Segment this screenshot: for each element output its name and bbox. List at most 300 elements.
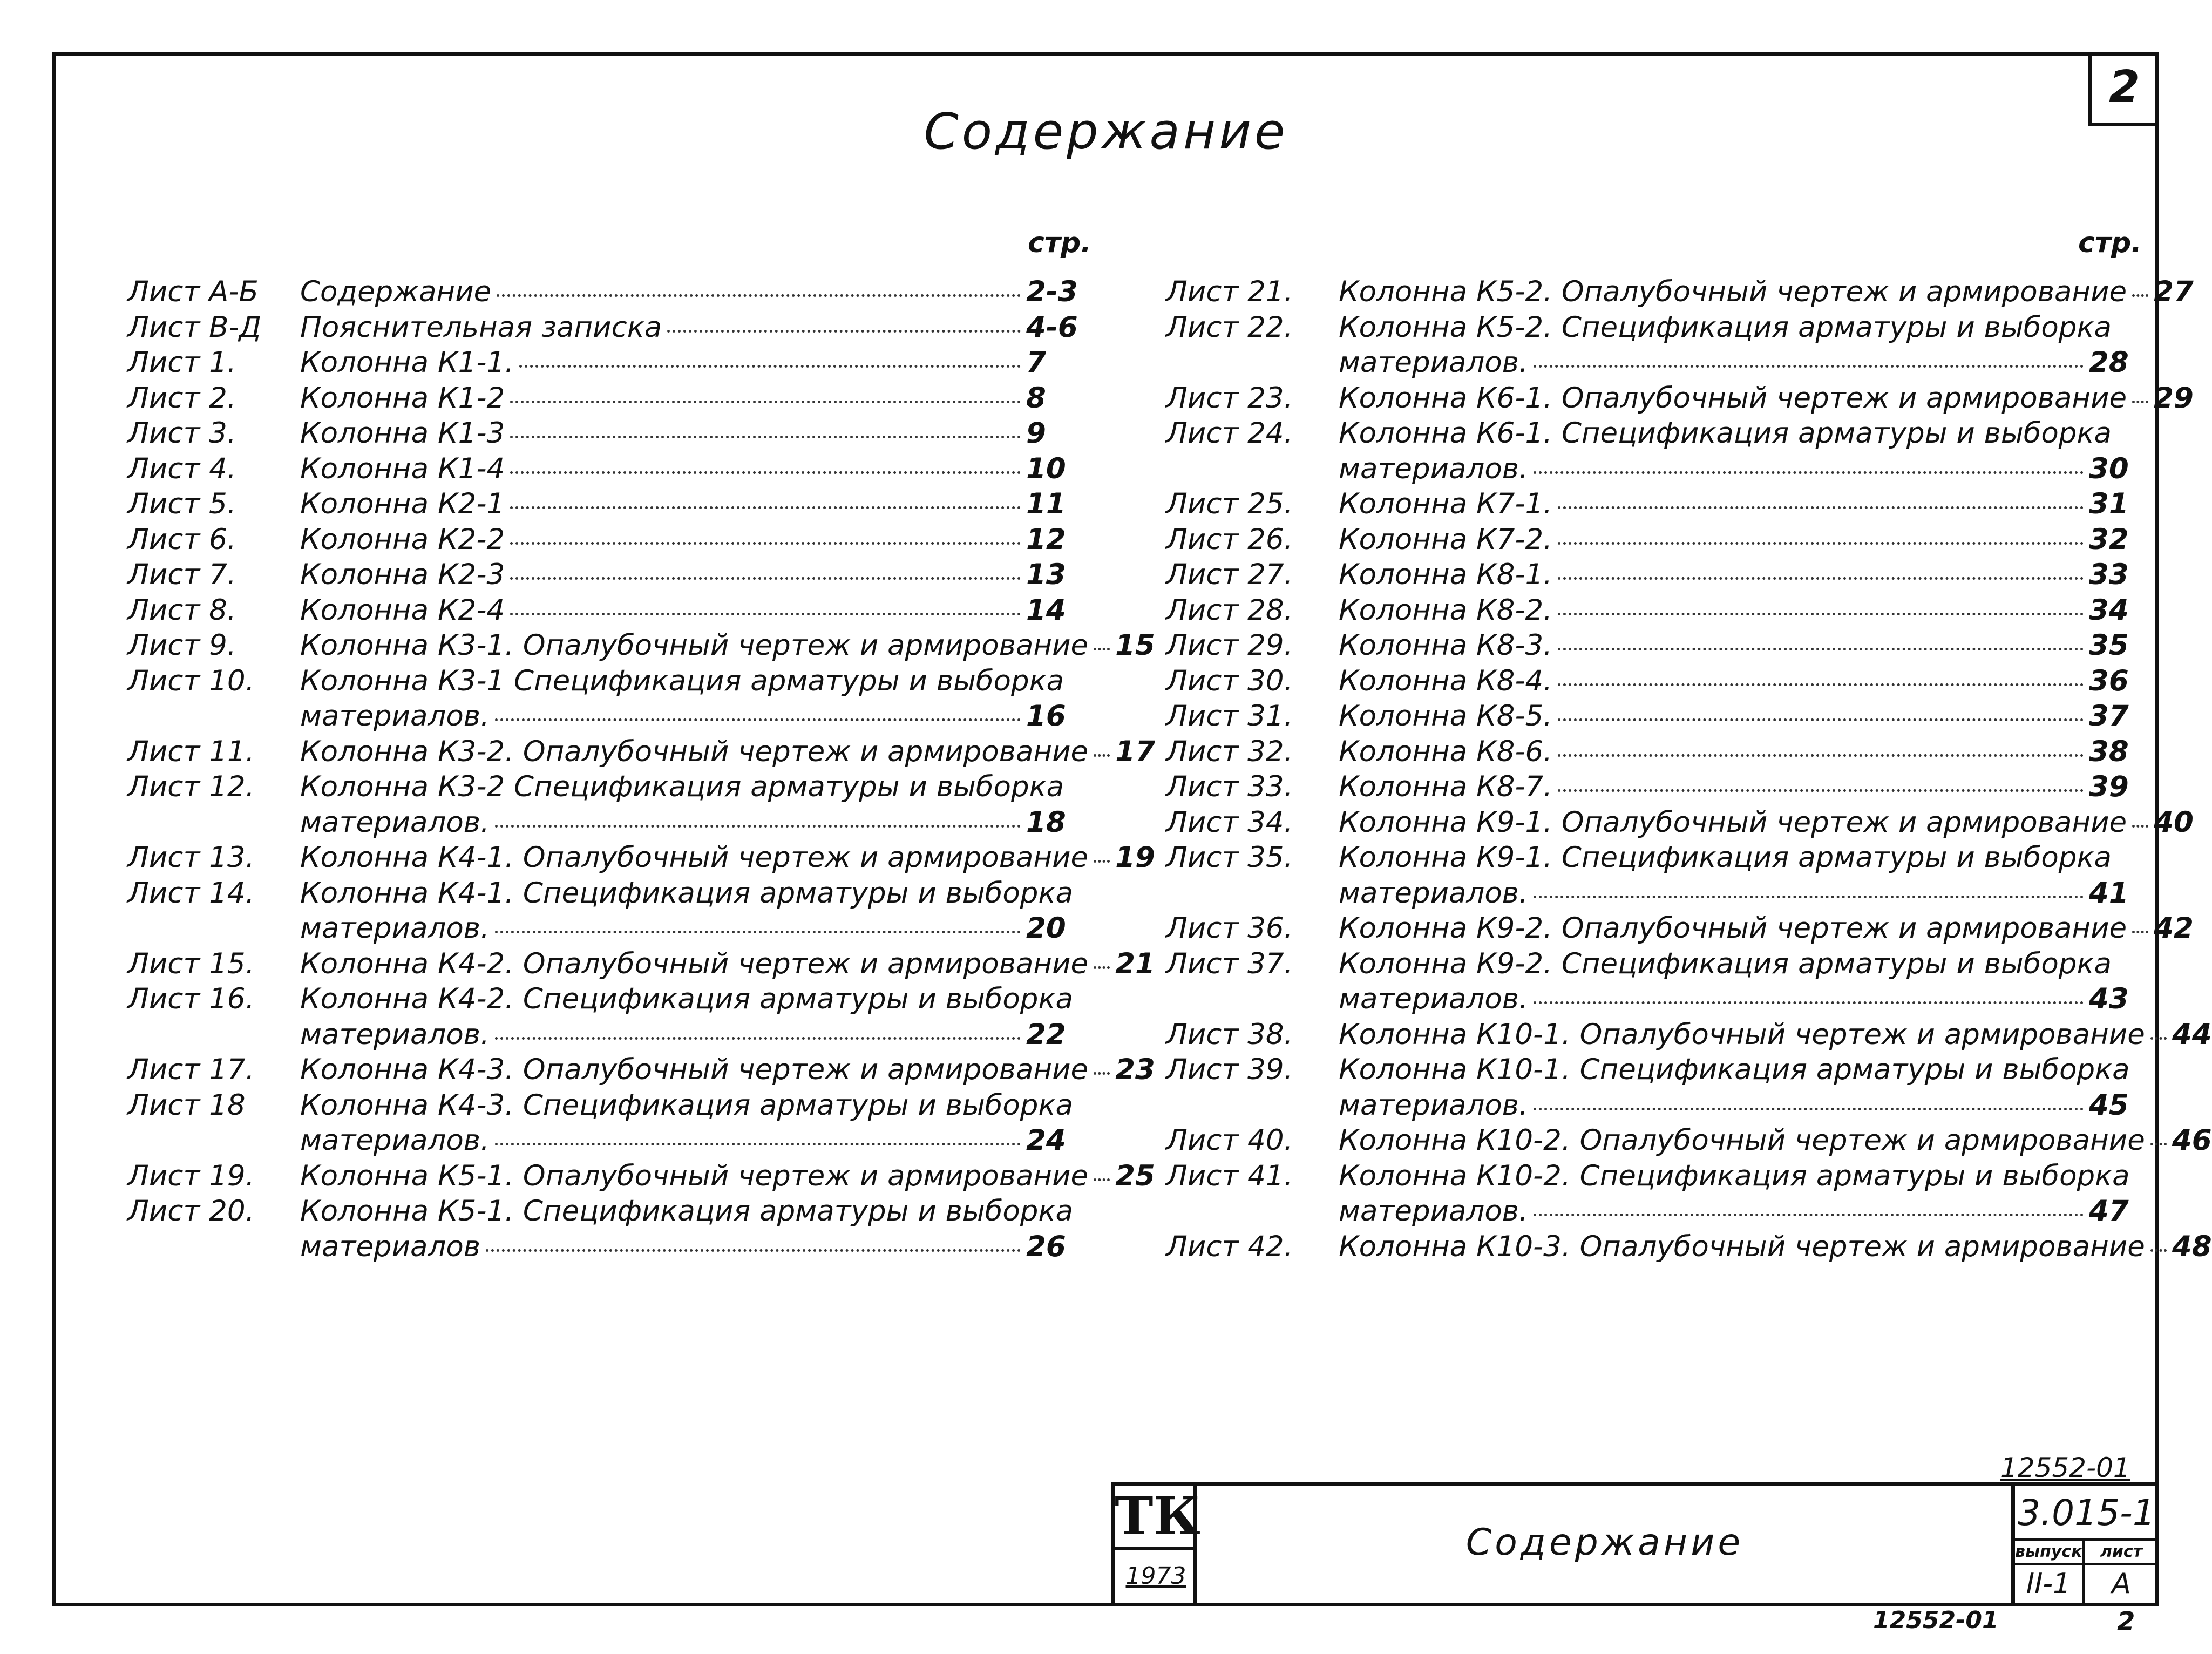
toc-title: Пояснительная записка bbox=[300, 310, 662, 344]
toc-title: Колонна К6-1. Опалубочный чертеж и армирование bbox=[1339, 381, 2127, 415]
toc-sheet-label: Лист 10. bbox=[127, 664, 255, 697]
toc-title: Колонна К8-4. bbox=[1339, 664, 1553, 697]
toc-page-number: 32 bbox=[2089, 523, 2129, 556]
toc-line bbox=[1339, 699, 2132, 734]
dot-leader bbox=[1094, 860, 1110, 863]
archive-sheet-number: 2 bbox=[2117, 1606, 2135, 1637]
dot-leader bbox=[1094, 966, 1110, 969]
sheet-label: лист bbox=[2085, 1541, 2158, 1565]
toc-title: Колонна К8-6. bbox=[1339, 735, 1553, 768]
toc-line bbox=[300, 1052, 1155, 1088]
toc-title: Колонна К10-1. Спецификация арматуры и выборка bbox=[1339, 1053, 2130, 1086]
toc-title: Колонна К8-5. bbox=[1339, 700, 1553, 733]
toc-left-column bbox=[127, 274, 1155, 1264]
dot-leader bbox=[1534, 1214, 2084, 1216]
toc-line bbox=[1339, 1017, 2212, 1053]
toc-page-number: 40 bbox=[2154, 805, 2194, 839]
toc-sheet-label: Лист 16. bbox=[127, 982, 255, 1015]
toc-sheet-label: Лист 3. bbox=[127, 417, 236, 450]
dot-leader bbox=[2132, 825, 2148, 828]
dot-leader bbox=[519, 365, 1021, 368]
issue-label: выпуск bbox=[2015, 1541, 2082, 1565]
dot-leader bbox=[1534, 1001, 2084, 1004]
dot-leader bbox=[495, 931, 1021, 933]
toc-title: Колонна К3-1. Опалубочный чертеж и армирование bbox=[300, 629, 1089, 662]
toc-title: материалов. bbox=[300, 700, 490, 733]
toc-entry bbox=[1166, 486, 2132, 522]
toc-title: Колонна К1-3 bbox=[300, 417, 505, 450]
toc-entry-body bbox=[300, 522, 1069, 558]
toc-entry-body bbox=[300, 486, 1069, 522]
toc-sheet-label: Лист 27. bbox=[1166, 558, 1293, 591]
toc-title: материалов. bbox=[1339, 982, 1528, 1015]
toc-title: Колонна К9-1. Спецификация арматуры и выборка bbox=[1339, 841, 2112, 874]
toc-entry bbox=[127, 876, 1073, 946]
toc-entry-body bbox=[1339, 381, 2194, 416]
toc-line bbox=[1339, 1088, 2132, 1123]
toc-title: материалов bbox=[300, 1230, 481, 1263]
toc-entry-body bbox=[300, 451, 1069, 487]
toc-title: материалов. bbox=[1339, 452, 1528, 485]
toc-title: Колонна К4-1. Опалубочный чертеж и армирование bbox=[300, 841, 1089, 874]
series-number: 3.015-1 bbox=[2011, 1486, 2158, 1541]
toc-page-number: 24 bbox=[1026, 1124, 1066, 1157]
toc-line bbox=[1339, 522, 2132, 558]
toc-sheet-label: Лист 24. bbox=[1166, 417, 1293, 450]
toc-line bbox=[300, 805, 1069, 840]
toc-line bbox=[1339, 946, 2132, 982]
toc-line bbox=[1339, 1194, 2132, 1229]
dot-leader bbox=[486, 1249, 1021, 1252]
toc-line bbox=[1339, 1123, 2212, 1158]
toc-sheet-label: Лист 18 bbox=[127, 1088, 246, 1122]
toc-page-number: 37 bbox=[2089, 700, 2129, 733]
toc-entry-body bbox=[1339, 557, 2132, 593]
toc-entry bbox=[1166, 734, 2132, 770]
archive-code-top: 12552-01 bbox=[2000, 1452, 2130, 1483]
toc-entry-body bbox=[1339, 840, 2132, 911]
toc-title: Колонна К7-2. bbox=[1339, 523, 1553, 556]
toc-title: Колонна К1-4 bbox=[300, 452, 505, 485]
toc-sheet-label: Лист 5. bbox=[127, 487, 236, 520]
toc-title: Колонна К8-1. bbox=[1339, 558, 1553, 591]
toc-title: Колонна К9-2. Спецификация арматуры и выборка bbox=[1339, 947, 2112, 980]
toc-line bbox=[1339, 663, 2132, 699]
toc-page-number: 15 bbox=[1115, 629, 1155, 662]
archive-code-bottom: 12552-01 bbox=[1873, 1606, 1999, 1634]
toc-sheet-label: Лист 36. bbox=[1166, 912, 1293, 945]
toc-entry bbox=[1166, 593, 2132, 628]
toc-page-number: 47 bbox=[2089, 1195, 2129, 1228]
toc-title: Колонна К4-3. Спецификация арматуры и выборка bbox=[300, 1088, 1073, 1122]
dot-leader bbox=[495, 718, 1021, 721]
toc-page-number: 9 bbox=[1026, 417, 1046, 450]
toc-line bbox=[1339, 1158, 2132, 1194]
toc-line bbox=[1339, 876, 2132, 911]
toc-entry bbox=[127, 1052, 1155, 1088]
toc-entry bbox=[127, 1158, 1155, 1194]
toc-sheet-label: Лист 2. bbox=[127, 381, 236, 415]
dot-leader bbox=[1534, 471, 2084, 474]
toc-title: Колонна К1-1. bbox=[300, 346, 514, 379]
toc-line bbox=[300, 1088, 1073, 1123]
toc-entry-body bbox=[1339, 734, 2132, 770]
toc-sheet-label: Лист 26. bbox=[1166, 523, 1293, 556]
toc-entry bbox=[1166, 946, 2132, 1017]
toc-page-number: 36 bbox=[2089, 664, 2129, 697]
toc-line bbox=[300, 593, 1069, 628]
toc-right-column bbox=[1166, 274, 2212, 1264]
toc-entry bbox=[127, 1194, 1073, 1264]
toc-entry-body bbox=[300, 981, 1073, 1052]
toc-sheet-label: Лист 38. bbox=[1166, 1018, 1293, 1051]
toc-sheet-label: Лист 39. bbox=[1166, 1053, 1293, 1086]
toc-line bbox=[1339, 557, 2132, 593]
toc-sheet-label: Лист 11. bbox=[127, 735, 255, 768]
toc-title: материалов. bbox=[1339, 1195, 1528, 1228]
toc-sheet-label: Лист 15. bbox=[127, 947, 255, 980]
toc-page-number: 22 bbox=[1026, 1018, 1066, 1051]
toc-line bbox=[300, 1123, 1069, 1158]
toc-entry bbox=[127, 451, 1069, 487]
toc-title: Колонна К5-2. Опалубочный чертеж и армирование bbox=[1339, 275, 2127, 308]
toc-line bbox=[300, 981, 1073, 1017]
toc-sheet-label: Лист 28. bbox=[1166, 593, 1293, 627]
toc-page-number: 13 bbox=[1026, 558, 1066, 591]
toc-entry-body bbox=[300, 593, 1069, 628]
toc-entry bbox=[127, 946, 1155, 982]
toc-line bbox=[300, 1194, 1073, 1229]
toc-line bbox=[300, 451, 1069, 487]
toc-page-number: 28 bbox=[2089, 346, 2129, 379]
toc-page-number: 17 bbox=[1115, 735, 1155, 768]
dot-leader bbox=[495, 1037, 1021, 1040]
toc-entry-body bbox=[1339, 769, 2132, 805]
toc-entry-body bbox=[1339, 1123, 2212, 1158]
toc-entry-body bbox=[300, 876, 1073, 946]
toc-sheet-label: Лист 32. bbox=[1166, 735, 1293, 768]
toc-entry-body bbox=[300, 769, 1069, 840]
toc-sheet-label: Лист 4. bbox=[127, 452, 236, 485]
toc-entry bbox=[127, 381, 1069, 416]
toc-page-number: 31 bbox=[2089, 487, 2129, 520]
toc-line bbox=[1339, 769, 2132, 805]
toc-sheet-label: Лист 29. bbox=[1166, 629, 1293, 662]
toc-sheet-label: Лист 7. bbox=[127, 558, 236, 591]
toc-page-number: 46 bbox=[2172, 1124, 2212, 1157]
toc-entry bbox=[127, 663, 1069, 734]
toc-entry-body bbox=[300, 840, 1155, 876]
toc-sheet-label: Лист 9. bbox=[127, 629, 236, 662]
toc-entry-body bbox=[1339, 946, 2132, 1017]
toc-entry-body bbox=[1339, 522, 2132, 558]
toc-title: Колонна К8-7. bbox=[1339, 770, 1553, 803]
dot-leader bbox=[1558, 542, 2084, 545]
toc-entry bbox=[127, 769, 1069, 840]
toc-title: Колонна К10-1. Опалубочный чертеж и армирование bbox=[1339, 1018, 2145, 1051]
toc-entry bbox=[1166, 1017, 2212, 1053]
toc-entry bbox=[1166, 840, 2132, 911]
toc-entry bbox=[1166, 274, 2194, 310]
toc-entry-body bbox=[1339, 1017, 2212, 1053]
toc-page-number: 29 bbox=[2154, 381, 2194, 415]
toc-entry-body bbox=[1339, 911, 2194, 946]
toc-line bbox=[300, 628, 1155, 663]
toc-line bbox=[1339, 805, 2194, 840]
toc-page-number: 7 bbox=[1026, 346, 1046, 379]
toc-entry bbox=[1166, 522, 2132, 558]
logo-year: 1973 bbox=[1125, 1562, 1186, 1590]
toc-entry-body bbox=[1339, 310, 2132, 381]
toc-entry-body bbox=[300, 416, 1069, 451]
toc-line bbox=[1339, 628, 2132, 663]
toc-line bbox=[300, 699, 1069, 734]
toc-title: Колонна К1-2 bbox=[300, 381, 505, 415]
toc-line bbox=[1339, 345, 2132, 381]
toc-entry-body bbox=[1339, 663, 2132, 699]
toc-page-number: 18 bbox=[1026, 805, 1066, 839]
toc-page-number: 44 bbox=[2172, 1018, 2212, 1051]
toc-sheet-label: Лист 35. bbox=[1166, 841, 1293, 874]
dot-leader bbox=[510, 506, 1021, 509]
toc-entry-body bbox=[300, 557, 1069, 593]
toc-entry bbox=[127, 522, 1069, 558]
dot-leader bbox=[510, 471, 1021, 474]
dot-leader bbox=[1094, 754, 1110, 757]
toc-entry-body bbox=[1339, 274, 2194, 310]
page-column-header-right: стр. bbox=[2078, 227, 2142, 259]
toc-entry bbox=[127, 557, 1069, 593]
toc-line bbox=[1339, 416, 2132, 451]
toc-line bbox=[300, 486, 1069, 522]
issue-cell bbox=[2011, 1541, 2085, 1606]
toc-line bbox=[1339, 451, 2132, 487]
toc-entry bbox=[1166, 1052, 2132, 1123]
toc-entry-body bbox=[300, 310, 1078, 345]
toc-entry-body bbox=[1339, 593, 2132, 628]
toc-entry-body bbox=[1339, 1158, 2132, 1229]
toc-line bbox=[300, 381, 1069, 416]
toc-entry bbox=[127, 734, 1155, 770]
toc-sheet-label: Лист А-Б bbox=[127, 275, 259, 308]
toc-sheet-label: Лист 13. bbox=[127, 841, 255, 874]
toc-entry bbox=[127, 345, 1069, 381]
toc-page-number: 23 bbox=[1115, 1053, 1155, 1086]
toc-entry bbox=[1166, 416, 2132, 486]
toc-entry-body bbox=[300, 663, 1069, 734]
toc-title: Колонна К5-1. Спецификация арматуры и выборка bbox=[300, 1195, 1073, 1228]
title-block-name: Содержание bbox=[1465, 1521, 1744, 1564]
toc-line bbox=[300, 876, 1073, 911]
toc-entry-body bbox=[300, 946, 1155, 982]
toc-line bbox=[300, 911, 1069, 946]
toc-line bbox=[1339, 911, 2194, 946]
toc-title: материалов. bbox=[1339, 876, 1528, 910]
toc-sheet-label: Лист 34. bbox=[1166, 805, 1293, 839]
toc-line bbox=[1339, 274, 2194, 310]
toc-title: Колонна К2-4 bbox=[300, 593, 505, 627]
toc-entry bbox=[1166, 663, 2132, 699]
dot-leader bbox=[497, 294, 1021, 297]
toc-line bbox=[1339, 1229, 2212, 1265]
logo-mark: ТК bbox=[1115, 1486, 1197, 1550]
toc-page-number: 16 bbox=[1026, 700, 1066, 733]
page-column-header-left: стр. bbox=[1028, 227, 1091, 259]
toc-page-number: 43 bbox=[2089, 982, 2129, 1015]
toc-sheet-label: Лист 21. bbox=[1166, 275, 1293, 308]
toc-page-number: 2-3 bbox=[1026, 275, 1078, 308]
toc-entry-body bbox=[300, 628, 1155, 663]
toc-sheet-label: Лист В-Д bbox=[127, 310, 262, 344]
toc-entry bbox=[1166, 1229, 2212, 1265]
dot-leader bbox=[2132, 294, 2148, 297]
toc-title: Колонна К8-2. bbox=[1339, 593, 1553, 627]
toc-line bbox=[1339, 486, 2132, 522]
publisher-logo bbox=[1111, 1486, 1200, 1606]
toc-title: Колонна К3-2 Спецификация арматуры и выборка bbox=[300, 770, 1064, 803]
toc-page-number: 10 bbox=[1026, 452, 1066, 485]
toc-entry bbox=[1166, 805, 2194, 840]
toc-entry bbox=[127, 840, 1155, 876]
toc-line bbox=[1339, 310, 2132, 345]
dot-leader bbox=[1534, 1108, 2084, 1110]
toc-page-number: 21 bbox=[1115, 947, 1155, 980]
toc-title: Колонна К4-2. Спецификация арматуры и выборка bbox=[300, 982, 1073, 1015]
page-number-box: 2 bbox=[2088, 54, 2157, 126]
toc-title: Колонна К10-2. Спецификация арматуры и выборка bbox=[1339, 1159, 2130, 1192]
toc-page-number: 26 bbox=[1026, 1230, 1066, 1263]
toc-entry-body bbox=[1339, 416, 2132, 486]
toc-page-number: 30 bbox=[2089, 452, 2129, 485]
toc-line bbox=[300, 274, 1078, 310]
toc-title: Колонна К2-3 bbox=[300, 558, 505, 591]
toc-title: Колонна К4-1. Спецификация арматуры и выборка bbox=[300, 876, 1073, 910]
toc-page-number: 38 bbox=[2089, 735, 2129, 768]
toc-line bbox=[1339, 840, 2132, 876]
dot-leader bbox=[495, 825, 1021, 828]
toc-line bbox=[300, 734, 1155, 770]
toc-page-number: 19 bbox=[1115, 841, 1155, 874]
dot-leader bbox=[1558, 648, 2084, 650]
dot-leader bbox=[2150, 1143, 2167, 1145]
toc-page-number: 27 bbox=[2154, 275, 2194, 308]
toc-sheet-label: Лист 6. bbox=[127, 523, 236, 556]
toc-page-number: 11 bbox=[1026, 487, 1066, 520]
toc-entry bbox=[1166, 381, 2194, 416]
dot-leader bbox=[667, 330, 1021, 333]
toc-title: Колонна К6-1. Спецификация арматуры и выборка bbox=[1339, 417, 2112, 450]
dot-leader bbox=[1558, 613, 2084, 615]
toc-entry bbox=[127, 310, 1078, 345]
toc-title: Колонна К3-2. Опалубочный чертеж и армирование bbox=[300, 735, 1089, 768]
toc-entry bbox=[127, 593, 1069, 628]
toc-line bbox=[300, 663, 1069, 699]
issue-value: II-1 bbox=[2026, 1568, 2071, 1600]
toc-title: материалов. bbox=[300, 805, 490, 839]
page-title: Содержание bbox=[924, 103, 1288, 160]
toc-sheet-label: Лист 41. bbox=[1166, 1159, 1293, 1192]
toc-entry-body bbox=[1339, 1052, 2132, 1123]
toc-entry bbox=[1166, 628, 2132, 663]
toc-entry bbox=[1166, 1158, 2132, 1229]
sheet-cell bbox=[2085, 1541, 2158, 1606]
dot-leader bbox=[1558, 718, 2084, 721]
toc-entry-body bbox=[300, 381, 1069, 416]
toc-entry bbox=[127, 1088, 1073, 1158]
toc-entry bbox=[1166, 1123, 2212, 1158]
toc-title: Содержание bbox=[300, 275, 492, 308]
dot-leader bbox=[1094, 648, 1110, 650]
toc-page-number: 12 bbox=[1026, 523, 1066, 556]
toc-page-number: 20 bbox=[1026, 912, 1066, 945]
toc-entry bbox=[1166, 911, 2194, 946]
toc-page-number: 25 bbox=[1115, 1159, 1155, 1192]
toc-sheet-label: Лист 12. bbox=[127, 770, 255, 803]
sheet-value: А bbox=[2112, 1568, 2131, 1600]
toc-line bbox=[300, 840, 1155, 876]
toc-line bbox=[300, 946, 1155, 982]
dot-leader bbox=[2132, 931, 2148, 933]
toc-entry-body bbox=[300, 345, 1069, 381]
toc-sheet-label: Лист 33. bbox=[1166, 770, 1293, 803]
toc-title: материалов. bbox=[1339, 1088, 1528, 1122]
toc-title: Колонна К10-3. Опалубочный чертеж и армирование bbox=[1339, 1230, 2145, 1263]
toc-line bbox=[300, 1158, 1155, 1194]
toc-entry-body bbox=[1339, 805, 2194, 840]
toc-sheet-label: Лист 19. bbox=[127, 1159, 255, 1192]
toc-sheet-label: Лист 25. bbox=[1166, 487, 1293, 520]
dot-leader bbox=[2150, 1249, 2167, 1252]
toc-title: Колонна К4-2. Опалубочный чертеж и армирование bbox=[300, 947, 1089, 980]
dot-leader bbox=[510, 542, 1021, 545]
toc-page-number: 35 bbox=[2089, 629, 2129, 662]
toc-title: Колонна К3-1 Спецификация арматуры и выборка bbox=[300, 664, 1064, 697]
dot-leader bbox=[2132, 401, 2148, 403]
toc-entry-body bbox=[1339, 1229, 2212, 1265]
toc-sheet-label: Лист 17. bbox=[127, 1053, 255, 1086]
toc-entry-body bbox=[300, 1158, 1155, 1194]
toc-page-number: 45 bbox=[2089, 1088, 2129, 1122]
toc-line bbox=[300, 557, 1069, 593]
toc-line bbox=[300, 522, 1069, 558]
dot-leader bbox=[2150, 1037, 2167, 1040]
toc-sheet-label: Лист 8. bbox=[127, 593, 236, 627]
toc-title: материалов. bbox=[300, 1124, 490, 1157]
toc-entry-body bbox=[1339, 486, 2132, 522]
toc-entry bbox=[127, 981, 1073, 1052]
toc-page-number: 14 bbox=[1026, 593, 1066, 627]
toc-line bbox=[300, 1017, 1069, 1053]
toc-title: Колонна К8-3. bbox=[1339, 629, 1553, 662]
toc-sheet-label: Лист 20. bbox=[127, 1195, 255, 1228]
toc-entry-body bbox=[300, 1088, 1073, 1158]
toc-title: Колонна К5-1. Опалубочный чертеж и армирование bbox=[300, 1159, 1089, 1192]
toc-line bbox=[1339, 381, 2194, 416]
toc-entry bbox=[127, 486, 1069, 522]
toc-entry bbox=[127, 274, 1078, 310]
toc-sheet-label: Лист 1. bbox=[127, 346, 236, 379]
dot-leader bbox=[1558, 577, 2084, 580]
dot-leader bbox=[495, 1143, 1021, 1145]
toc-title: Колонна К2-1 bbox=[300, 487, 505, 520]
toc-page-number: 4-6 bbox=[1026, 310, 1078, 344]
toc-sheet-label: Лист 37. bbox=[1166, 947, 1293, 980]
toc-line bbox=[300, 345, 1069, 381]
toc-page-number: 41 bbox=[2089, 876, 2129, 910]
toc-entry-body bbox=[300, 1052, 1155, 1088]
dot-leader bbox=[1558, 754, 2084, 757]
toc-page-number: 39 bbox=[2089, 770, 2129, 803]
